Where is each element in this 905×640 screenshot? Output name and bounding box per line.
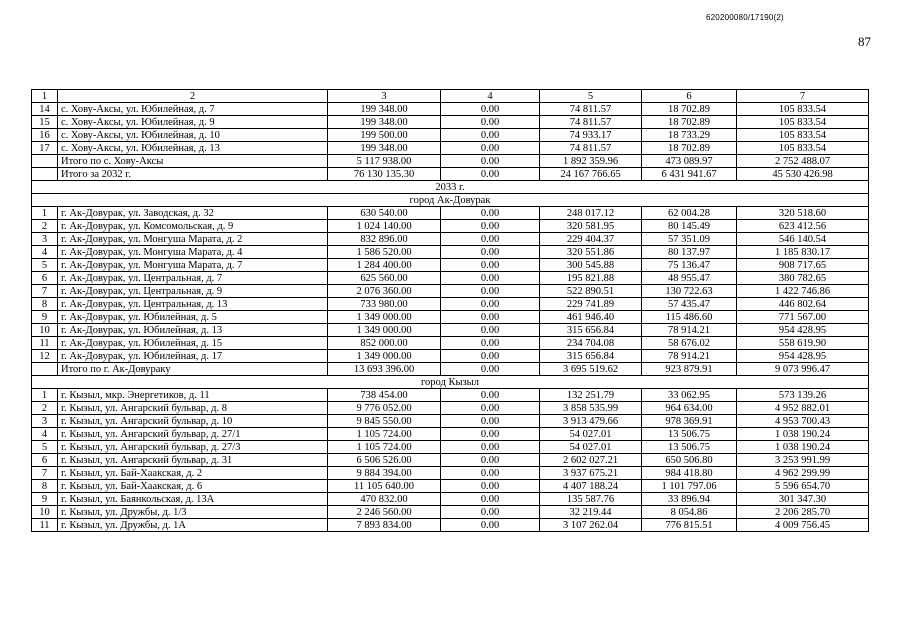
table-cell: 0.00 [441,324,540,337]
table-cell: 984 418.80 [642,467,737,480]
section-heading: город Ак-Довурак [32,194,869,207]
table-cell: 3 [32,233,58,246]
table-row [32,259,869,272]
table-row [32,363,869,376]
table-cell: 0.00 [441,480,540,493]
table-cell: 2 752 488.07 [737,155,869,168]
table-row [32,337,869,350]
table-cell: 546 140.54 [737,233,869,246]
table-cell [32,168,58,181]
table-cell: 48 955.47 [642,272,737,285]
table-row [32,103,869,116]
table-cell: 18 702.89 [642,142,737,155]
table-row [32,142,869,155]
table-row [32,402,869,415]
table-cell: 0.00 [441,142,540,155]
table-cell: 135 587.76 [540,493,642,506]
table-cell: 105 833.54 [737,103,869,116]
table-cell: 105 833.54 [737,142,869,155]
table-cell: 315 656.84 [540,350,642,363]
table-row [32,506,869,519]
table-cell: 130 722.63 [642,285,737,298]
table-cell: 3 858 535.99 [540,402,642,415]
table-row [32,467,869,480]
table-cell: г. Ак-Довурак, ул. Центральная, д. 9 [58,285,328,298]
table-row [32,220,869,233]
table-cell: 380 782.65 [737,272,869,285]
table-cell: 978 369.91 [642,415,737,428]
table-row [32,324,869,337]
table-cell: 0.00 [441,246,540,259]
table-cell [32,363,58,376]
table-cell: г. Ак-Довурак, ул. Юбилейная, д. 13 [58,324,328,337]
table-cell: 75 136.47 [642,259,737,272]
table-cell: 573 139.26 [737,389,869,402]
table-cell: 3 107 262.04 [540,519,642,532]
table-cell: 229 404.37 [540,233,642,246]
table-cell: 473 089.97 [642,155,737,168]
table-cell: 74 811.57 [540,142,642,155]
table-cell: 0.00 [441,519,540,532]
table-cell: 2 246 560.00 [328,506,441,519]
header-cell: 1 [32,90,58,103]
table-cell: 3 695 519.62 [540,363,642,376]
table-body [32,90,869,532]
table-cell: 76 130 135.30 [328,168,441,181]
table-cell: 4 953 700.43 [737,415,869,428]
table-cell: Итого за 2032 г. [58,168,328,181]
table-cell: 132 251.79 [540,389,642,402]
table-row [32,493,869,506]
table-cell: 7 [32,285,58,298]
table-cell: 195 821.88 [540,272,642,285]
table-cell: Итого по с. Хову-Аксы [58,155,328,168]
table-cell: 315 656.84 [540,324,642,337]
table-cell: 11 [32,519,58,532]
table-cell: 0.00 [441,298,540,311]
table-cell: 6 431 941.67 [642,168,737,181]
header-cell: 3 [328,90,441,103]
page-number: 87 [858,34,871,49]
table-cell: г. Ак-Довурак, ул. Юбилейная, д. 15 [58,337,328,350]
table-cell: 4 [32,246,58,259]
table-cell: 1 [32,207,58,220]
table-cell: 78 914.21 [642,350,737,363]
table-cell: г. Кызыл, ул. Ангарский бульвар, д. 27/1 [58,428,328,441]
table-cell: 1 [32,389,58,402]
table-cell: Итого по г. Ак-Довураку [58,363,328,376]
table-cell: г. Кызыл, ул. Ангарский бульвар, д. 10 [58,415,328,428]
section-row [32,181,869,194]
table-row [32,233,869,246]
table-cell: 7 [32,467,58,480]
table-cell: 3 937 675.21 [540,467,642,480]
table-cell: 0.00 [441,389,540,402]
table-cell: 9 [32,311,58,324]
table-row [32,155,869,168]
table-cell: 8 054.86 [642,506,737,519]
table-cell: 199 348.00 [328,142,441,155]
table-cell: 17 [32,142,58,155]
header-cell: 2 [58,90,328,103]
table-cell: г. Кызыл, ул. Ангарский бульвар, д. 31 [58,454,328,467]
table-cell: г. Кызыл, ул. Дружбы, д. 1А [58,519,328,532]
table-cell: 3 253 991.99 [737,454,869,467]
table-row [32,415,869,428]
table-cell: г. Ак-Довурак, ул. Юбилейная, д. 17 [58,350,328,363]
table-cell: 2 [32,220,58,233]
table-cell: г. Кызыл, ул. Бай-Хаакская, д. 6 [58,480,328,493]
table-row [32,298,869,311]
table-row [32,129,869,142]
section-heading: город Кызыл [32,376,869,389]
table-row [32,454,869,467]
table-cell: 964 634.00 [642,402,737,415]
table-row [32,441,869,454]
table-cell: 18 702.89 [642,103,737,116]
table-cell: 199 348.00 [328,103,441,116]
table-row [32,168,869,181]
table-cell: 5 596 654.70 [737,480,869,493]
table-cell: 24 167 766.65 [540,168,642,181]
table-cell: 199 500.00 [328,129,441,142]
table-cell: 0.00 [441,441,540,454]
table-cell: 1 105 724.00 [328,428,441,441]
table-row [32,116,869,129]
table-cell: 0.00 [441,506,540,519]
table-cell: 7 893 834.00 [328,519,441,532]
table-cell: 623 412.56 [737,220,869,233]
table-cell: 0.00 [441,285,540,298]
table-cell: 923 879.91 [642,363,737,376]
table-cell: 6 [32,454,58,467]
table-cell: 10 [32,324,58,337]
table-cell: г. Ак-Довурак, ул. Заводская, д. 32 [58,207,328,220]
table-cell: 4 962 299.99 [737,467,869,480]
table-cell: 4 009 756.45 [737,519,869,532]
table-cell: 6 [32,272,58,285]
table-cell: 80 145.49 [642,220,737,233]
table-cell: 5 [32,441,58,454]
table-cell: 33 062.95 [642,389,737,402]
table-cell: 115 486.60 [642,311,737,324]
table-cell: 74 933.17 [540,129,642,142]
table-cell: 10 [32,506,58,519]
section-row [32,194,869,207]
table-cell: 4 [32,428,58,441]
table-cell: 1 185 830.17 [737,246,869,259]
table-cell: г. Ак-Довурак, ул. Центральная, д. 13 [58,298,328,311]
table-cell: 234 704.08 [540,337,642,350]
table-cell: 1 105 724.00 [328,441,441,454]
table-row [32,389,869,402]
table-cell: 18 702.89 [642,116,737,129]
table-cell: 54 027.01 [540,428,642,441]
table-cell: 14 [32,103,58,116]
table-cell: 13 693 396.00 [328,363,441,376]
table-row [32,428,869,441]
table-cell: 18 733.29 [642,129,737,142]
table-cell: 461 946.40 [540,311,642,324]
table-cell: 0.00 [441,168,540,181]
table-row [32,272,869,285]
table-cell: 9 776 052.00 [328,402,441,415]
table-cell: 1 349 000.00 [328,324,441,337]
table-cell: 0.00 [441,454,540,467]
table-cell: 630 540.00 [328,207,441,220]
table-cell: 771 567.00 [737,311,869,324]
table-cell: 11 [32,337,58,350]
table-cell: 0.00 [441,220,540,233]
table-cell: 733 980.00 [328,298,441,311]
table-cell: 954 428.95 [737,324,869,337]
table-cell: 3 [32,415,58,428]
table-cell: г. Кызыл, ул. Бай-Хаакская, д. 2 [58,467,328,480]
table-cell [32,155,58,168]
table-cell: 650 506.80 [642,454,737,467]
table-cell: 446 802.64 [737,298,869,311]
table-cell: 954 428.95 [737,350,869,363]
table-cell: 1 101 797.06 [642,480,737,493]
table-cell: 6 506 526.00 [328,454,441,467]
table-cell: 0.00 [441,350,540,363]
table-cell: 8 [32,298,58,311]
table-cell: 320 518.60 [737,207,869,220]
table-row [32,207,869,220]
table-cell: 738 454.00 [328,389,441,402]
table-cell: г. Ак-Довурак, ул. Центральная, д. 7 [58,272,328,285]
table-cell: 58 676.02 [642,337,737,350]
table-cell: г. Кызыл, ул. Ангарский бульвар, д. 8 [58,402,328,415]
header-row [32,90,869,103]
table-cell: с. Хову-Аксы, ул. Юбилейная, д. 10 [58,129,328,142]
table-cell: 11 105 640.00 [328,480,441,493]
table-cell: 8 [32,480,58,493]
table-cell: 199 348.00 [328,116,441,129]
table-cell: 0.00 [441,103,540,116]
table-cell: 33 896.94 [642,493,737,506]
document-code: 620200080/17190(2) [706,13,784,22]
table-cell: 0.00 [441,116,540,129]
table-cell: 0.00 [441,233,540,246]
table-cell: 776 815.51 [642,519,737,532]
table-cell: 625 560.00 [328,272,441,285]
table-cell: 1 349 000.00 [328,350,441,363]
table-cell: г. Ак-Довурак, ул. Монгуша Марата, д. 2 [58,233,328,246]
table-cell: 0.00 [441,311,540,324]
table-cell: 57 351.09 [642,233,737,246]
table-cell: 558 619.90 [737,337,869,350]
table-cell: 9 845 550.00 [328,415,441,428]
table-cell: 300 545.88 [540,259,642,272]
table-cell: 320 551.86 [540,246,642,259]
table-cell: 0.00 [441,129,540,142]
table-cell: 301 347.30 [737,493,869,506]
table-row [32,350,869,363]
table-cell: 1 038 190.24 [737,428,869,441]
table-cell: 2 076 360.00 [328,285,441,298]
table-cell: 9 [32,493,58,506]
table-cell: г. Ак-Довурак, ул. Комсомольская, д. 9 [58,220,328,233]
table-cell: 470 832.00 [328,493,441,506]
table-cell: 9 884 394.00 [328,467,441,480]
table-cell: 5 [32,259,58,272]
table-cell: г. Ак-Довурак, ул. Монгуша Марата, д. 4 [58,246,328,259]
table-cell: 74 811.57 [540,116,642,129]
table-cell: 0.00 [441,415,540,428]
table-cell: 15 [32,116,58,129]
header-cell: 7 [737,90,869,103]
table-cell: 3 913 479.66 [540,415,642,428]
table-cell: 1 586 520.00 [328,246,441,259]
table-cell: г. Кызыл, ул. Дружбы, д. 1/3 [58,506,328,519]
table-cell: г. Ак-Довурак, ул. Юбилейная, д. 5 [58,311,328,324]
table-cell: 0.00 [441,272,540,285]
table-cell: 4 952 882.01 [737,402,869,415]
table-row [32,480,869,493]
header-cell: 5 [540,90,642,103]
table-cell: 13 506.75 [642,428,737,441]
table-cell: г. Кызыл, ул. Ангарский бульвар, д. 27/3 [58,441,328,454]
table-cell: 0.00 [441,259,540,272]
table-row [32,246,869,259]
table-cell: 45 530 426.98 [737,168,869,181]
table-cell: 74 811.57 [540,103,642,116]
section-row [32,376,869,389]
table-cell: 0.00 [441,207,540,220]
table-cell: 0.00 [441,428,540,441]
table-cell: 832 896.00 [328,233,441,246]
table-cell: 1 892 359.96 [540,155,642,168]
table-cell: 229 741.89 [540,298,642,311]
table-cell: 0.00 [441,493,540,506]
table-cell: 0.00 [441,402,540,415]
table-cell: г. Кызыл, ул. Баянкольская, д. 13А [58,493,328,506]
table-cell: 0.00 [441,155,540,168]
table-cell: 1 422 746.86 [737,285,869,298]
table-cell: 1 284 400.00 [328,259,441,272]
table-cell: 5 117 938.00 [328,155,441,168]
table-cell: 320 581.95 [540,220,642,233]
table-cell: 78 914.21 [642,324,737,337]
table-cell: г. Кызыл, мкр. Энергетиков, д. 11 [58,389,328,402]
table-cell: г. Ак-Довурак, ул. Монгуша Марата, д. 7 [58,259,328,272]
table-cell: 908 717.65 [737,259,869,272]
table-cell: 4 407 188.24 [540,480,642,493]
table-cell: 1 349 000.00 [328,311,441,324]
table-cell: 16 [32,129,58,142]
table-cell: 852 000.00 [328,337,441,350]
table-cell: 80 137.97 [642,246,737,259]
table-cell: 54 027.01 [540,441,642,454]
table-cell: 32 219.44 [540,506,642,519]
table-cell: 2 206 285.70 [737,506,869,519]
table-cell: 62 004.28 [642,207,737,220]
table-cell: 9 073 996.47 [737,363,869,376]
table-cell: 248 017.12 [540,207,642,220]
table-cell: 522 890.51 [540,285,642,298]
budget-table [31,89,869,532]
header-cell: 6 [642,90,737,103]
table-cell: 0.00 [441,363,540,376]
table-cell: 57 435.47 [642,298,737,311]
table-cell: 1 024 140.00 [328,220,441,233]
table-cell: 105 833.54 [737,116,869,129]
table-row [32,519,869,532]
table-row [32,311,869,324]
table-cell: с. Хову-Аксы, ул. Юбилейная, д. 13 [58,142,328,155]
table-row [32,285,869,298]
table-cell: 0.00 [441,337,540,350]
table-cell: 1 038 190.24 [737,441,869,454]
table-cell: 2 [32,402,58,415]
table-cell: с. Хову-Аксы, ул. Юбилейная, д. 7 [58,103,328,116]
section-heading: 2033 г. [32,181,869,194]
header-cell: 4 [441,90,540,103]
table-cell: 105 833.54 [737,129,869,142]
table-cell: 13 506.75 [642,441,737,454]
table-cell: 0.00 [441,467,540,480]
table-cell: 2 602 027.21 [540,454,642,467]
table-cell: 12 [32,350,58,363]
table-cell: с. Хову-Аксы, ул. Юбилейная, д. 9 [58,116,328,129]
